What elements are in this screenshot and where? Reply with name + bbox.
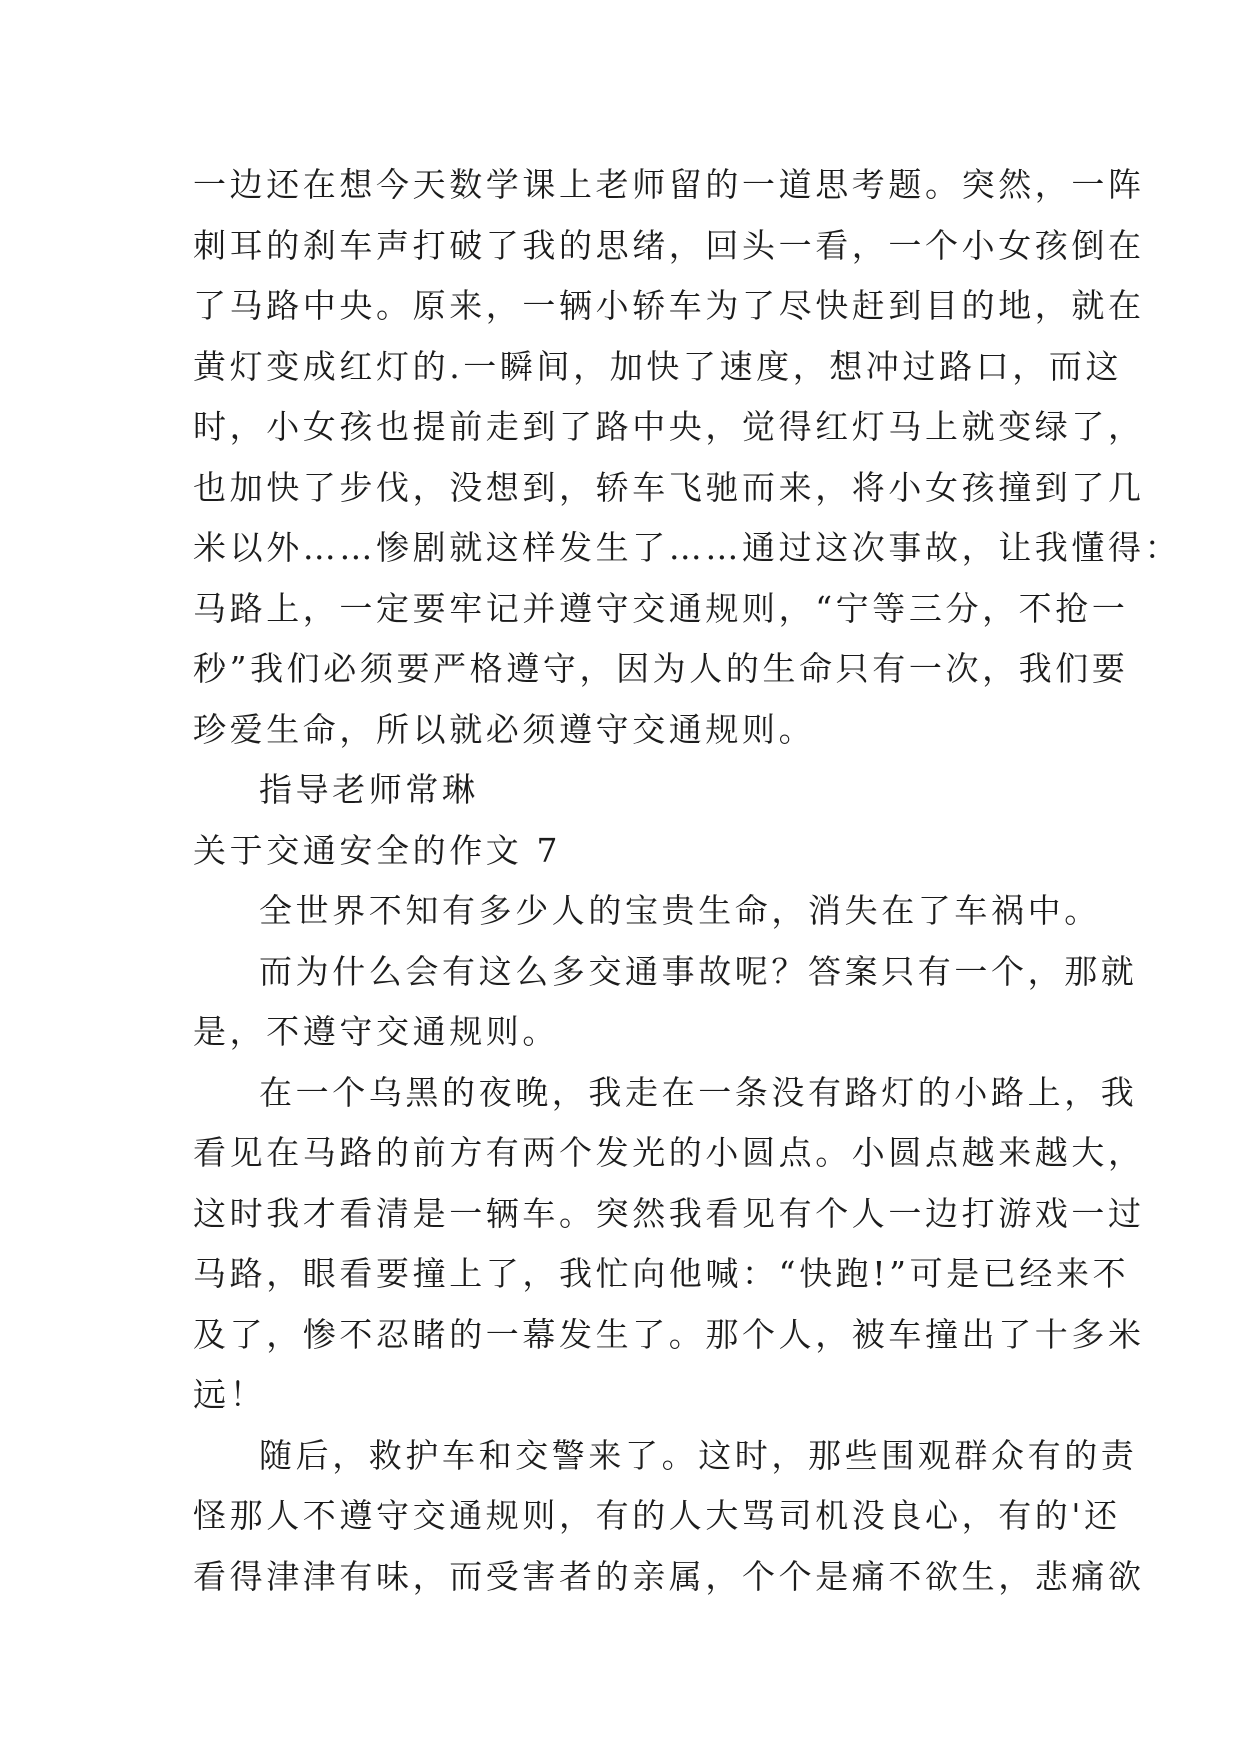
paragraph-start: 全世界不知有多少人的宝贵生命，消失在了车祸中。 bbox=[259, 891, 1101, 930]
text-line: 看见在马路的前方有两个发光的小圆点。小圆点越来越大， bbox=[193, 1133, 1145, 1172]
essay-body bbox=[193, 155, 1182, 1607]
text-line: 马路，眼看要撞上了，我忙向他喊：“快跑!”可是已经来不 bbox=[193, 1254, 1130, 1293]
text-line: 也加快了步伐，没想到，轿车飞驰而来，将小女孩撞到了几 bbox=[193, 467, 1145, 507]
paragraph-start: 随后，救护车和交警来了。这时，那些围观群众有的责 bbox=[259, 1435, 1138, 1475]
text-line: 怪那人不遵守交通规则，有的人大骂司机没良心，有的'还 bbox=[193, 1496, 1121, 1535]
text-line: 看得津津有味，而受害者的亲属，个个是痛不欲生，悲痛欲 bbox=[193, 1556, 1145, 1596]
text-line: 米以外……惨剧就这样发生了……通过这次事故，让我懂得： bbox=[193, 528, 1182, 567]
text-line: 这时我才看清是一辆车。突然我看见有个人一边打游戏一过 bbox=[193, 1193, 1145, 1233]
text-line: 了马路中央。原来，一辆小轿车为了尽快赶到目的地，就在 bbox=[193, 286, 1145, 325]
text-line: 刺耳的刹车声打破了我的思绪，回头一看，一个小女孩倒在 bbox=[193, 225, 1145, 265]
text-line: 时，小女孩也提前走到了路中央，觉得红灯马上就变绿了， bbox=[193, 407, 1145, 446]
text-line: 及了，惨不忍睹的一幕发生了。那个人，被车撞出了十多米 bbox=[193, 1314, 1145, 1354]
essay-heading: 关于交通安全的作文 7 bbox=[193, 830, 562, 870]
text-line: 秒”我们必须要严格遵守，因为人的生命只有一次，我们要 bbox=[193, 649, 1129, 688]
text-line: 黄灯变成红灯的.一瞬间，加快了速度，想冲过路口，而这 bbox=[193, 346, 1123, 386]
text-line: 远！ bbox=[193, 1375, 267, 1414]
paragraph-start: 而为什么会有这么多交通事故呢？答案只有一个，那就 bbox=[259, 951, 1138, 991]
text-line: 是，不遵守交通规则。 bbox=[193, 1012, 559, 1051]
text-line: 马路上，一定要牢记并遵守交通规则，“宁等三分，不抢一 bbox=[193, 588, 1129, 628]
text-line: 珍爱生命，所以就必须遵守交通规则。 bbox=[193, 709, 816, 749]
text-line: 一边还在想今天数学课上老师留的一道思考题。突然，一阵 bbox=[193, 165, 1145, 204]
paragraph-start: 在一个乌黑的夜晚，我走在一条没有路灯的小路上，我 bbox=[259, 1072, 1138, 1112]
advisor-line: 指导老师常琳 bbox=[259, 770, 479, 809]
